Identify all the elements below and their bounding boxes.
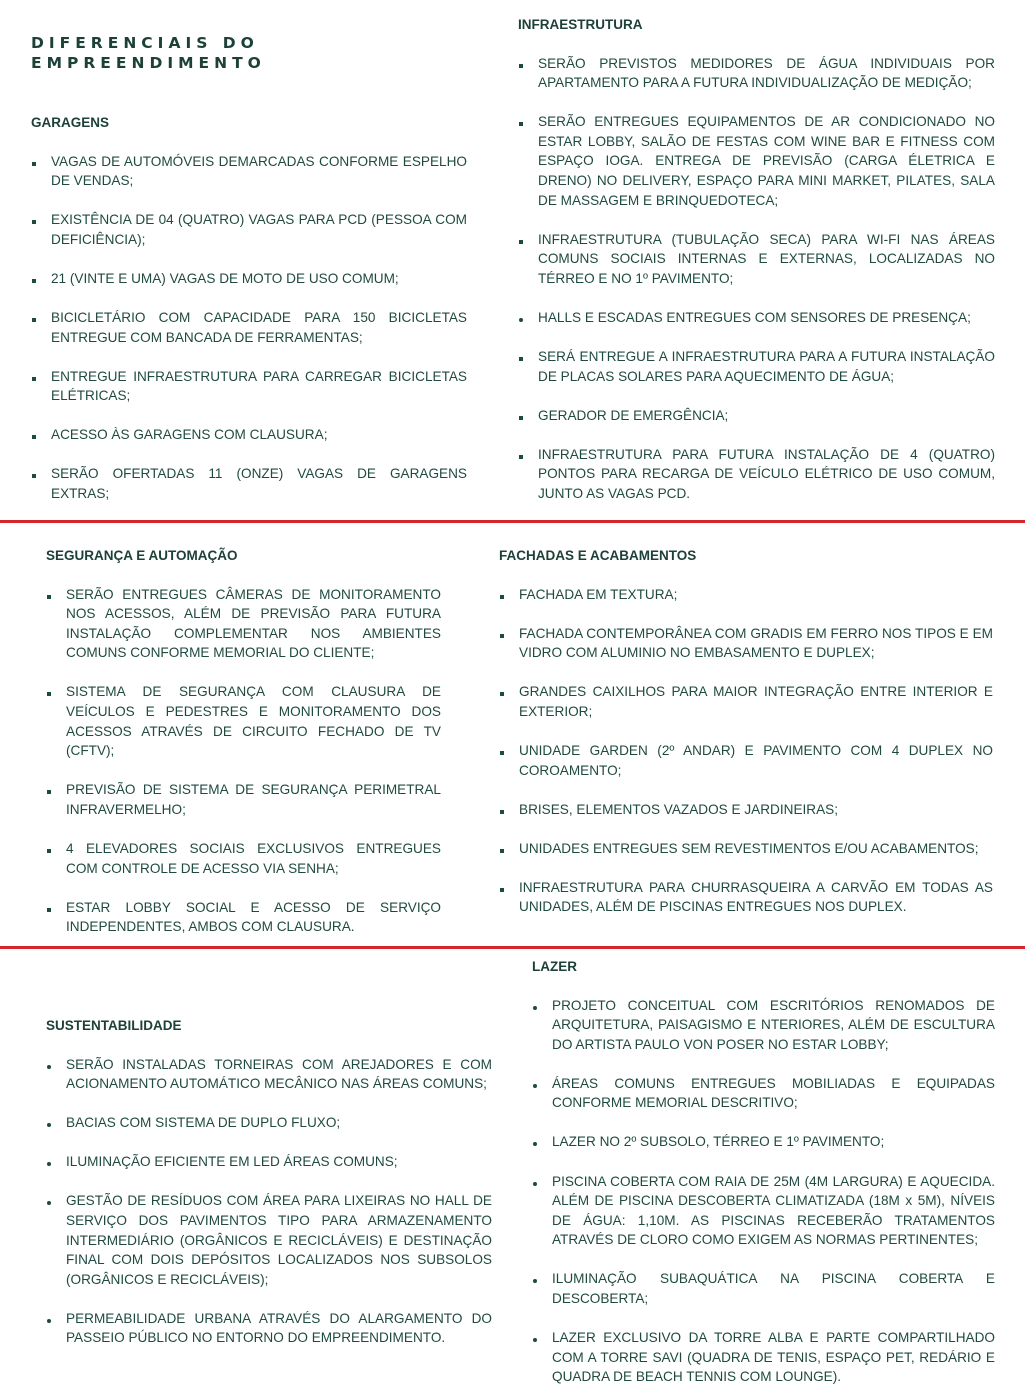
round-bullet-icon xyxy=(533,1084,537,1088)
round-bullet-icon xyxy=(533,1006,537,1010)
round-bullet-icon xyxy=(533,1279,537,1283)
bullet-icon xyxy=(47,1113,57,1133)
bullet-icon xyxy=(519,112,529,132)
square-bullet-icon xyxy=(47,849,51,853)
page-title xyxy=(31,33,266,73)
list-item-text: INFRAESTRUTURA PARA CHURRASQUEIRA A CARVÃO EM TODAS AS UNIDADES, ALÉM DE PISCINAS ENTREGUES NOS DUPLEX. xyxy=(519,879,993,915)
bullet-icon xyxy=(519,230,529,250)
list-item-text: ILUMINAÇÃO SUBAQUÁTICA NA PISCINA COBERTA E DESCOBERTA; xyxy=(552,1271,995,1307)
list-item xyxy=(46,1191,492,1289)
round-bullet-icon xyxy=(47,1065,51,1069)
section-divider xyxy=(0,520,1025,523)
list-item xyxy=(532,996,995,1055)
list-item-text: SERÃO ENTREGUES EQUIPAMENTOS DE AR CONDICIONADO NO ESTAR LOBBY, SALÃO DE FESTAS COM WINE BAR E FITNESS COM ESPAÇO IOGA. ENTREGA DE PREVISÃO (CARGA ÉLETRICA E DRENO) NO DELIVERY, ESPAÇO PARA MINI MARKET, PILATES, SALA DE MASSAGEM E BRINQUEDOTECA; xyxy=(538,114,995,208)
bullet-icon xyxy=(533,1132,543,1152)
bullet-icon xyxy=(47,585,57,605)
bullet-icon xyxy=(47,780,57,800)
list-item-text: INFRAESTRUTURA PARA FUTURA INSTALAÇÃO DE 4 (QUATRO) PONTOS PARA RECARGA DE VEÍCULO ELÉTRICO DE USO COMUM, JUNTO AS VAGAS PCD. xyxy=(538,446,995,501)
list-item xyxy=(46,1309,492,1348)
bullet-icon xyxy=(533,996,543,1016)
square-bullet-icon xyxy=(32,162,36,166)
list-item xyxy=(31,464,467,503)
list-item xyxy=(499,839,993,859)
list-item xyxy=(499,741,993,780)
list-item xyxy=(499,800,993,820)
square-bullet-icon xyxy=(500,692,504,696)
lazer-list xyxy=(532,996,995,1387)
bullet-icon xyxy=(533,1172,543,1192)
bullet-icon xyxy=(500,800,510,820)
list-item xyxy=(518,445,995,504)
bullet-icon xyxy=(47,682,57,702)
bullet-icon xyxy=(500,878,510,898)
list-item xyxy=(46,1113,492,1133)
list-item-text: EXISTÊNCIA DE 04 (QUATRO) VAGAS PARA PCD (PESSOA COM DEFICIÊNCIA); xyxy=(51,212,467,247)
round-bullet-icon xyxy=(47,1319,51,1323)
list-item xyxy=(46,780,441,819)
bullet-icon xyxy=(500,682,510,702)
bullet-icon xyxy=(500,741,510,761)
list-item-text: ESTAR LOBBY SOCIAL E ACESSO DE SERVIÇO INDEPENDENTES, AMBOS COM CLAUSURA. xyxy=(66,899,441,935)
bullet-icon xyxy=(32,269,42,289)
section-title: GARAGENS xyxy=(31,115,110,130)
list-item xyxy=(532,1132,995,1152)
square-bullet-icon xyxy=(519,240,523,244)
square-bullet-icon xyxy=(500,810,504,814)
square-bullet-icon xyxy=(47,595,51,599)
list-item-text: ÁREAS COMUNS ENTREGUES MOBILIADAS E EQUIPADAS CONFORME MEMORIAL DESCRITIVO; xyxy=(552,1075,995,1111)
list-item xyxy=(46,682,441,760)
bullet-icon xyxy=(519,445,529,465)
square-bullet-icon xyxy=(500,849,504,853)
square-bullet-icon xyxy=(47,692,51,696)
list-item xyxy=(31,152,467,191)
bullet-icon xyxy=(500,624,510,644)
list-item xyxy=(532,1269,995,1308)
square-bullet-icon xyxy=(500,634,504,638)
round-bullet-icon xyxy=(47,1162,51,1166)
infraestrutura-list xyxy=(518,54,995,504)
section-seguranca xyxy=(46,547,441,937)
list-item-text: 4 ELEVADORES SOCIAIS EXCLUSIVOS ENTREGUES COM CONTROLE DE ACESSO VIA SENHA; xyxy=(66,840,441,876)
list-item-text: SISTEMA DE SEGURANÇA COM CLAUSURA DE VEÍCULOS E PEDESTRES E MONITORAMENTO DOS ACESSOS ATRAVÉS DE CIRCUITO FECHADO DE TV (CFTV); xyxy=(66,684,441,759)
list-item xyxy=(46,1055,492,1094)
section-infraestrutura xyxy=(518,16,995,504)
bullet-icon xyxy=(47,1152,57,1172)
square-bullet-icon xyxy=(47,908,51,912)
list-item-text: SERÃO ENTREGUES CÂMERAS DE MONITORAMENTO NOS ACESSOS, ALÉM DE PREVISÃO PARA FUTURA INSTALAÇÃO COMPLEMENTAR NOS AMBIENTES COMUNS CONFORME MEMORIAL DO CLIENTE; xyxy=(66,586,441,661)
list-item-text: PREVISÃO DE SISTEMA DE SEGURANÇA PERIMETRAL INFRAVERMELHO; xyxy=(66,782,441,817)
list-item xyxy=(518,347,995,386)
square-bullet-icon xyxy=(32,474,36,478)
square-bullet-icon xyxy=(519,357,523,361)
list-item-text: SERÃO INSTALADAS TORNEIRAS COM AREJADORES E COM ACIONAMENTO AUTOMÁTICO MECÂNICO NAS ÁREAS COMUNS; xyxy=(66,1056,492,1092)
section-garagens xyxy=(31,114,467,504)
garagens-list xyxy=(31,152,467,504)
list-item-text: UNIDADE GARDEN (2º ANDAR) E PAVIMENTO COM 4 DUPLEX NO COROAMENTO; xyxy=(519,742,993,778)
list-item-text: UNIDADES ENTREGUES SEM REVESTIMENTOS E/OU ACABAMENTOS; xyxy=(519,840,979,856)
square-bullet-icon xyxy=(500,888,504,892)
list-item xyxy=(518,406,995,426)
bullet-icon xyxy=(519,347,529,367)
list-item xyxy=(499,585,993,605)
list-item-text: FACHADA EM TEXTURA; xyxy=(519,586,678,602)
list-item xyxy=(532,1074,995,1113)
square-bullet-icon xyxy=(32,318,36,322)
sustentabilidade-list xyxy=(46,1055,492,1349)
bullet-icon xyxy=(32,210,42,230)
section-title: INFRAESTRUTURA xyxy=(518,17,643,32)
section-lazer xyxy=(532,958,995,1387)
list-item-text: SERÁ ENTREGUE A INFRAESTRUTURA PARA A FUTURA INSTALAÇÃO DE PLACAS SOLARES PARA AQUECIMENTO DE ÁGUA; xyxy=(538,349,995,384)
list-item-text: 21 (VINTE E UMA) VAGAS DE MOTO DE USO COMUM; xyxy=(51,270,399,286)
list-item xyxy=(46,839,441,878)
list-item-text: GRANDES CAIXILHOS PARA MAIOR INTEGRAÇÃO ENTRE INTERIOR E EXTERIOR; xyxy=(519,684,993,719)
list-item-text: PROJETO CONCEITUAL COM ESCRITÓRIOS RENOMADOS DE ARQUITETURA, PAISAGISMO E NTERIORES, ALÉM DE ESCULTURA DO ARTISTA PAULO VON POSER NO ESTAR LOBBY; xyxy=(552,997,995,1052)
bullet-icon xyxy=(533,1328,543,1348)
list-item xyxy=(532,1328,995,1387)
list-item-text: ENTREGUE INFRAESTRUTURA PARA CARREGAR BICICLETAS ELÉTRICAS; xyxy=(51,368,467,404)
section-title: SEGURANÇA E AUTOMAÇÃO xyxy=(46,548,238,563)
list-item xyxy=(31,269,467,289)
section-fachadas xyxy=(499,547,993,917)
bullet-icon xyxy=(32,425,42,445)
square-bullet-icon xyxy=(500,751,504,755)
square-bullet-icon xyxy=(519,455,523,459)
round-bullet-icon xyxy=(519,318,523,322)
bullet-icon xyxy=(47,839,57,859)
round-bullet-icon xyxy=(47,1201,51,1205)
square-bullet-icon xyxy=(47,790,51,794)
list-item xyxy=(31,425,467,445)
bullet-icon xyxy=(47,1309,57,1329)
bullet-icon xyxy=(32,308,42,328)
round-bullet-icon xyxy=(533,1338,537,1342)
bullet-icon xyxy=(500,839,510,859)
bullet-icon xyxy=(519,308,529,328)
bullet-icon xyxy=(519,54,529,74)
square-bullet-icon xyxy=(32,377,36,381)
bullet-icon xyxy=(519,406,529,426)
square-bullet-icon xyxy=(519,122,523,126)
round-bullet-icon xyxy=(533,1142,537,1146)
seguranca-list xyxy=(46,585,441,937)
square-bullet-icon xyxy=(32,435,36,439)
list-item-text: GERADOR DE EMERGÊNCIA; xyxy=(538,407,729,423)
bullet-icon xyxy=(32,152,42,172)
round-bullet-icon xyxy=(533,1182,537,1186)
list-item-text: INFRAESTRUTURA (TUBULAÇÃO SECA) PARA WI-FI NAS ÁREAS COMUNS SOCIAIS INTERNAS E EXTERNAS, LOCALIZADAS NO TÉRREO E NO 1º PAVIMENTO; xyxy=(538,231,995,286)
bullet-icon xyxy=(32,367,42,387)
bullet-icon xyxy=(533,1074,543,1094)
list-item xyxy=(499,624,993,663)
list-item xyxy=(518,308,995,328)
list-item-text: ILUMINAÇÃO EFICIENTE EM LED ÁREAS COMUNS; xyxy=(66,1154,398,1170)
square-bullet-icon xyxy=(32,220,36,224)
list-item xyxy=(31,367,467,406)
section-title: FACHADAS E ACABAMENTOS xyxy=(499,548,697,563)
page-title-line-1: DIFERENCIAIS DO xyxy=(31,34,259,52)
bullet-icon xyxy=(533,1269,543,1289)
list-item xyxy=(46,585,441,663)
list-item xyxy=(518,230,995,289)
list-item-text: LAZER EXCLUSIVO DA TORRE ALBA E PARTE COMPARTILHADO COM A TORRE SAVI (QUADRA DE TENIS, ESPAÇO PET, REDÁRIO E QUADRA DE BEACH TENNIS COM LOUNGE). xyxy=(552,1330,995,1385)
list-item-text: BRISES, ELEMENTOS VAZADOS E JARDINEIRAS; xyxy=(519,801,839,817)
list-item xyxy=(518,112,995,210)
section-title: LAZER xyxy=(532,959,577,974)
round-bullet-icon xyxy=(47,1123,51,1127)
list-item-text: BICICLETÁRIO COM CAPACIDADE PARA 150 BICICLETAS ENTREGUE COM BANCADA DE FERRAMENTAS; xyxy=(51,309,467,345)
list-item-text: GESTÃO DE RESÍDUOS COM ÁREA PARA LIXEIRAS NO HALL DE SERVIÇO DOS PAVIMENTOS TIPO PARA ARMAZENAMENTO INTERMEDIÁRIO (ORGÂNICOS E RECICLÁVEIS) E DESTINAÇÃO FINAL COM DOIS DEPÓSITOS LOCALIZADOS NOS SUBSOLOS (ORGÂNICOS E RECICLÁVEIS); xyxy=(66,1193,492,1287)
section-title: SUSTENTABILIDADE xyxy=(46,1018,182,1033)
square-bullet-icon xyxy=(32,279,36,283)
list-item xyxy=(46,1152,492,1172)
list-item-text: BACIAS COM SISTEMA DE DUPLO FLUXO; xyxy=(66,1115,341,1131)
list-item xyxy=(46,898,441,937)
square-bullet-icon xyxy=(500,595,504,599)
list-item xyxy=(532,1172,995,1250)
list-item xyxy=(518,54,995,93)
section-divider xyxy=(0,946,1025,949)
page-title-line-2: EMPREENDIMENTO xyxy=(31,54,266,72)
list-item xyxy=(499,878,993,917)
bullet-icon xyxy=(47,1191,57,1211)
list-item xyxy=(31,308,467,347)
section-sustentabilidade xyxy=(46,1017,492,1348)
list-item-text: PISCINA COBERTA COM RAIA DE 25M (4M LARGURA) E AQUECIDA. ALÉM DE PISCINA DESCOBERTA CLIMATIZADA (18M x 5M), NÍVEIS DE ÁGUA: 1,10M. AS PISCINAS RECEBERÃO TRATAMENTOS ATRAVÉS DE CLORO COMO EXIGEM AS NORMAS PERTINENTES; xyxy=(552,1173,995,1248)
list-item-text: HALLS E ESCADAS ENTREGUES COM SENSORES DE PRESENÇA; xyxy=(538,309,971,325)
list-item xyxy=(499,682,993,721)
square-bullet-icon xyxy=(519,64,523,68)
list-item-text: VAGAS DE AUTOMÓVEIS DEMARCADAS CONFORME ESPELHO DE VENDAS; xyxy=(51,153,467,189)
list-item-text: FACHADA CONTEMPORÂNEA COM GRADIS EM FERRO NOS TIPOS E EM VIDRO COM ALUMINIO NO EMBASAMENTO E DUPLEX; xyxy=(519,625,993,661)
square-bullet-icon xyxy=(519,416,523,420)
bullet-icon xyxy=(32,464,42,484)
list-item-text: SERÃO OFERTADAS 11 (ONZE) VAGAS DE GARAGENS EXTRAS; xyxy=(51,466,467,502)
bullet-icon xyxy=(47,898,57,918)
fachadas-list xyxy=(499,585,993,918)
bullet-icon xyxy=(500,585,510,605)
bullet-icon xyxy=(47,1055,57,1075)
list-item xyxy=(31,210,467,249)
list-item-text: ACESSO ÀS GARAGENS COM CLAUSURA; xyxy=(51,427,328,443)
list-item-text: PERMEABILIDADE URBANA ATRAVÉS DO ALARGAMENTO DO PASSEIO PÚBLICO NO ENTORNO DO EMPREENDIMENTO. xyxy=(66,1310,492,1346)
list-item-text: SERÃO PREVISTOS MEDIDORES DE ÁGUA INDIVIDUAIS POR APARTAMENTO PARA A FUTURA INDIVIDUALIZAÇÃO DE MEDIÇÃO; xyxy=(538,55,995,91)
list-item-text: LAZER NO 2º SUBSOLO, TÉRREO E 1º PAVIMENTO; xyxy=(552,1134,885,1150)
